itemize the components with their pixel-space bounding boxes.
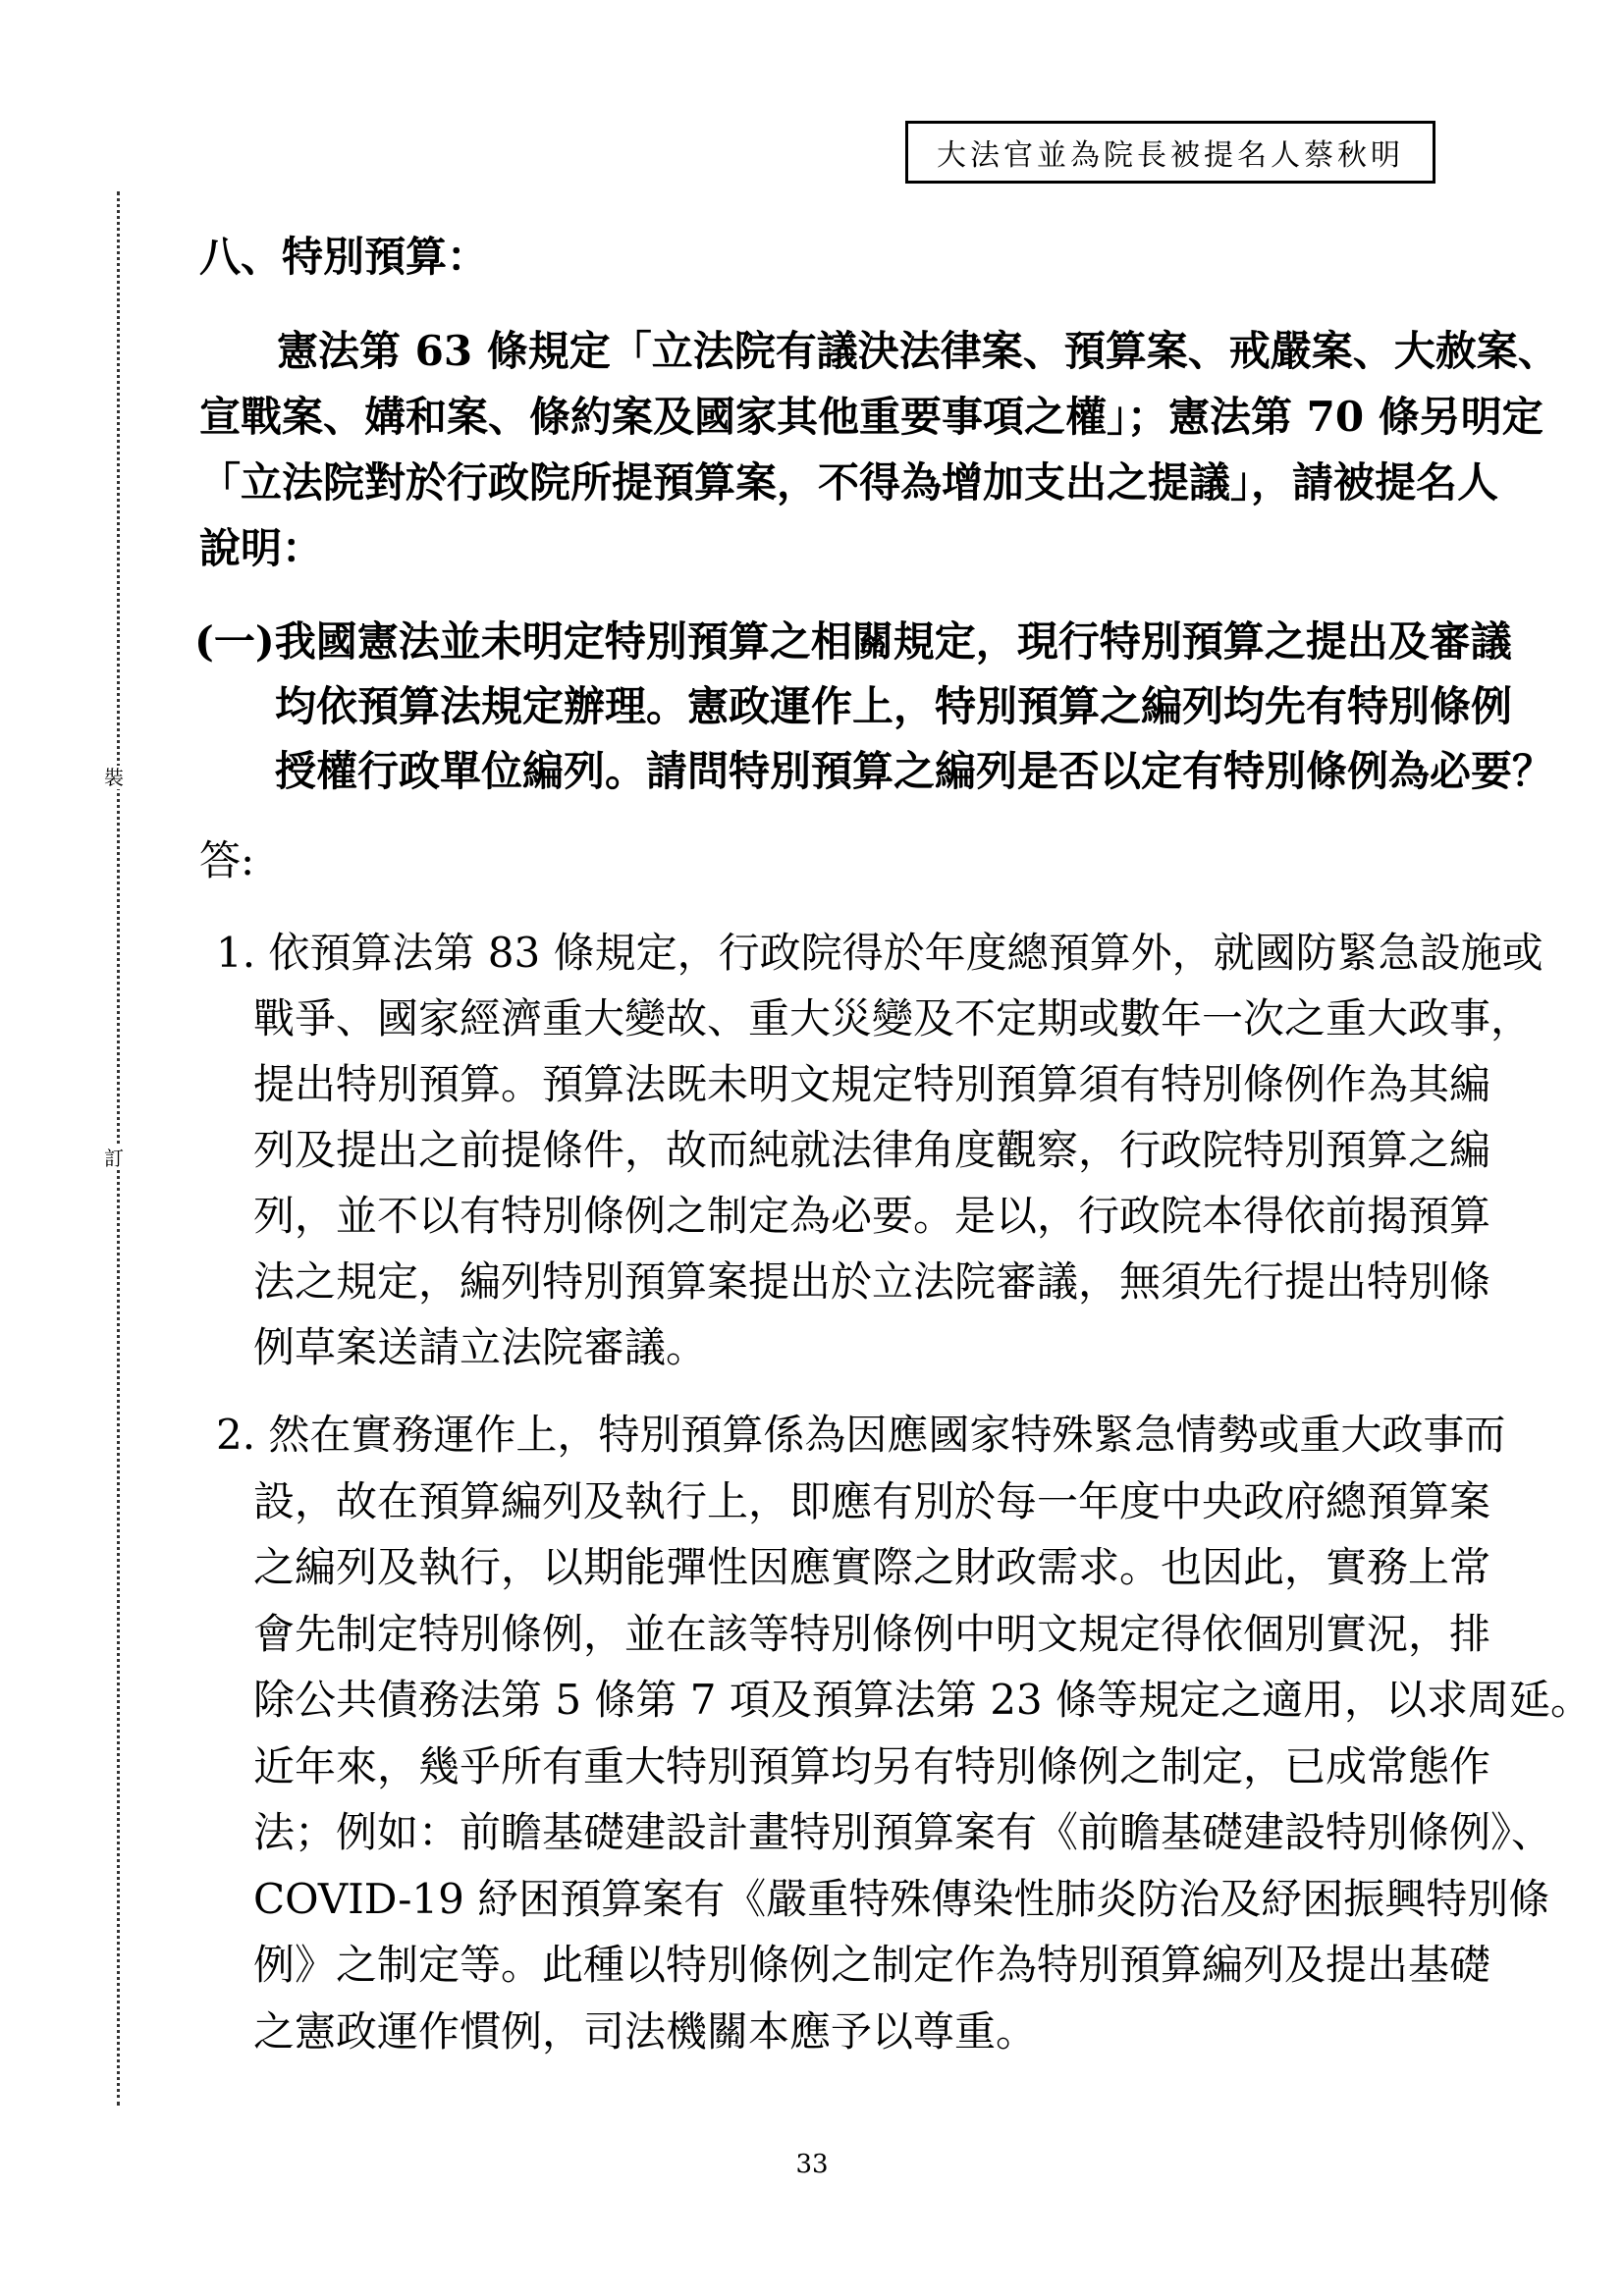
item-line: 會先制定特別條例，並在該等特別條例中明文規定得依個別實況，排 [253,1609,1491,1658]
document-body [194,225,1592,2064]
item-line: COVID-19 紓困預算案有《嚴重特殊傳染性肺炎防治及紓困振興特別條 [253,1874,1550,1923]
item-line: 1. 依預算法第 83 條規定，行政院得於年度總預算外，就國防緊急設施或 [216,929,1543,977]
question-line: 授權行政單位編列。請問特別預算之編列是否以定有特別條例為必要？ [275,747,1554,795]
binding-mark-zhuang: 裝 [104,766,124,789]
item-line: 之編列及執行，以期能彈性因應實際之財政需求。也因此，實務上常 [253,1543,1491,1591]
item-line: 法之規定，編列特別預算案提出於立法院審議，無須先行提出特別條 [253,1257,1491,1306]
question-1 [194,610,1589,804]
item-line: 戰爭、國家經濟重大變故、重大災變及不定期或數年一次之重大政事， [253,994,1533,1042]
answer-label: 答: [199,836,255,884]
answer-item-1 [216,920,1610,1380]
binding-mark-ding: 訂 [104,1147,124,1170]
section-title: 八、特別預算： [199,233,489,281]
item-line: 例草案送請立法院審議。 [253,1323,708,1371]
item-line: 設，故在預算編列及執行上，即應有別於每一年度中央政府總預算案 [253,1476,1491,1525]
item-line: 近年來，幾乎所有重大特別預算均另有特別條例之制定，已成常態作 [253,1741,1491,1790]
item-line: 列及提出之前提條件，故而純就法律角度觀察，行政院特別預算之編 [253,1126,1491,1174]
nominee-header-box: 大法官並為院長被提名人蔡秋明 [905,121,1435,184]
item-line: 法；例如：前瞻基礎建設計畫特別預算案有《前瞻基礎建設特別條例》、 [253,1808,1553,1856]
intro-line: 宣戰案、媾和案、條約案及國家其他重要事項之權」；憲法第 70 條另明定 [199,393,1543,441]
intro-line: 「立法院對於行政院所提預算案，不得為增加支出之提議」，請被提名人 [199,458,1499,507]
question-line: 均依預算法規定辦理。憲政運作上，特別預算之編列均先有特別條例 [275,682,1513,730]
item-line: 除公共債務法第 5 條第 7 項及預算法第 23 條等規定之適用，以求周延。 [253,1676,1592,1724]
item-line: 例》之制定等。此種以特別條例之制定作為特別預算編列及提出基礎 [253,1941,1491,1989]
item-line: 列，並不以有特別條例之制定為必要。是以，行政院本得依前揭預算 [253,1192,1491,1240]
item-line: 2. 然在實務運作上，特別預算係為因應國家特殊緊急情勢或重大政事而 [216,1411,1506,1459]
answer-item-2 [216,1402,1610,2064]
item-line: 提出特別預算。預算法既未明文規定特別預算須有特別條例作為其編 [253,1060,1491,1108]
item-line: 之憲政運作慣例，司法機關本應予以尊重。 [253,2006,1038,2056]
page-number: 33 [795,2150,829,2179]
intro-line: 憲法第 63 條規定「立法院有議決法律案、預算案、戒嚴案、大赦案、 [277,327,1559,375]
intro-paragraph [199,318,1594,581]
intro-line: 說明： [199,524,324,572]
question-line: (一)我國憲法並未明定特別預算之相關規定，現行特別預算之提出及審議 [194,617,1512,666]
